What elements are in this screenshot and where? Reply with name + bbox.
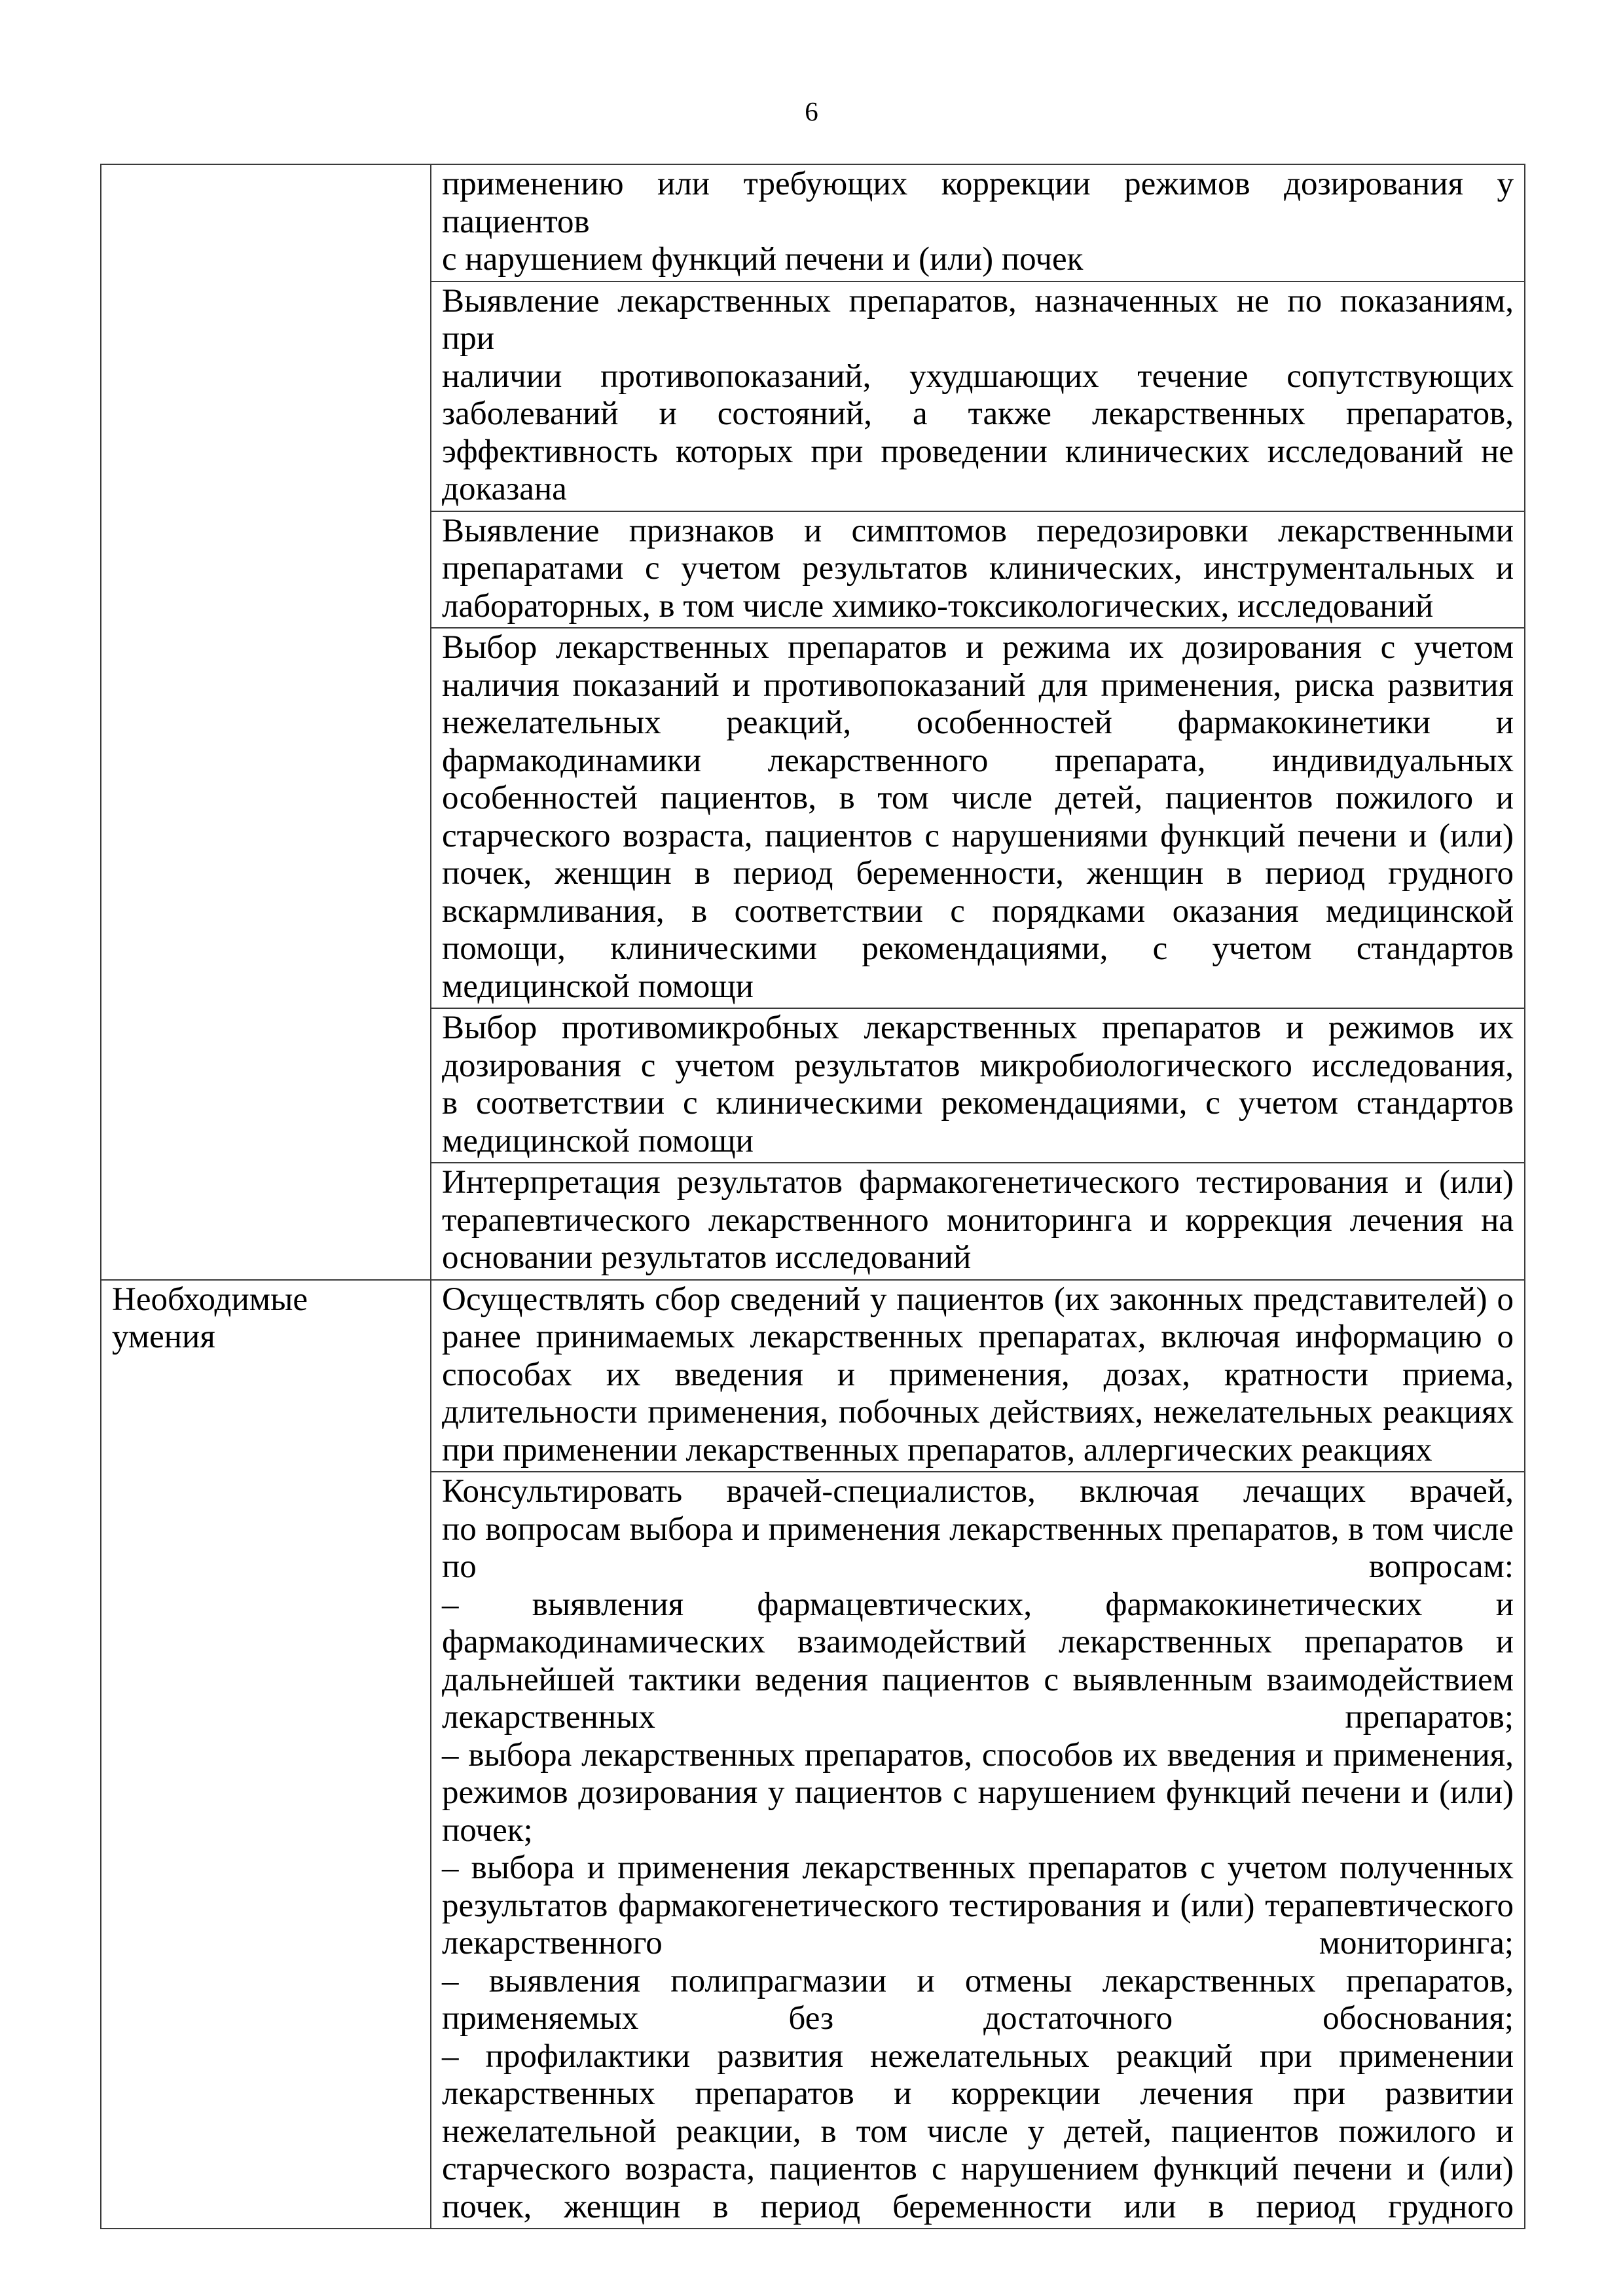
cell-text-line: помощи, клиническими рекомендациями, с учетом стандартов	[442, 930, 1514, 967]
empty-label-cell	[101, 164, 431, 1280]
cell-text-line: Осуществлять сбор сведений у пациентов (их законных представителей) о	[442, 1281, 1514, 1318]
section-label-line: Необходимые	[112, 1281, 308, 1318]
rows_top-cell	[431, 511, 1525, 629]
cell-text-line: препаратами с учетом результатов клинических, инструментальных и	[442, 550, 1514, 587]
rows_top-cell	[431, 628, 1525, 1008]
cell-text-line: с нарушением функций печени и (или) почек	[442, 241, 1084, 278]
cell-text-line: – профилактики развития нежелательных реакций при применении	[442, 2037, 1514, 2075]
cell-text-line: эффективность которых при проведении клинических исследований не	[442, 433, 1514, 470]
cell-text-line: в соответствии с клиническими рекомендациями, с учетом стандартов	[442, 1085, 1514, 1121]
rows_skills-cell	[431, 1280, 1525, 1472]
cell-text-line: доказана	[442, 471, 567, 507]
cell-text-line: способах их введения и применения, дозах, кратности приема,	[442, 1356, 1514, 1393]
cell-text-line: применению или требующих коррекции режимов дозирования у пациентов	[442, 166, 1514, 240]
cell-text-line: медицинской помощи	[442, 1122, 754, 1159]
cell-text-line: Консультировать врачей-специалистов, включая лечащих врачей,	[442, 1473, 1514, 1510]
cell-text-line: лабораторных, в том числе химико-токсикологических, исследований	[442, 587, 1434, 625]
cell-text-line: нежелательной реакции, в том числе у детей, пациентов пожилого и	[442, 2113, 1514, 2150]
cell-text-line: длительности применения, побочных действиях, нежелательных реакциях	[442, 1394, 1514, 1430]
cell-text-line: дозирования с учетом результатов микробиологического исследования,	[442, 1047, 1514, 1084]
cell-text-line: – выбора лекарственных препаратов, способов их введения и применения,	[442, 1736, 1514, 1774]
cell-text-line: заболеваний и состояний, а также лекарственных препаратов,	[442, 395, 1514, 432]
cell-text-line: фармакодинамики лекарственного препарата, индивидуальных	[442, 742, 1514, 779]
cell-text-line: – выявления полипрагмазии и отмены лекарственных препаратов,	[442, 1962, 1514, 1999]
cell-text-line: почек, женщин в период беременности или в период грудного	[442, 2188, 1514, 2225]
rows_top-cell	[431, 164, 1525, 282]
cell-text-line: наличия показаний и противопоказаний для применения, риска развития	[442, 666, 1514, 704]
cell-text-line: – выбора и применения лекарственных препаратов с учетом полученных	[442, 1850, 1514, 1886]
cell-text-line: Выбор лекарственных препаратов и режима их дозирования с учетом	[442, 629, 1514, 666]
cell-text-line: терапевтического лекарственного мониторинга и коррекция лечения на	[442, 1201, 1514, 1239]
table-row	[101, 1280, 1525, 1472]
cell-text-line: ранее принимаемых лекарственных препаратах, включая информацию о	[442, 1319, 1514, 1355]
cell-text-line: наличии противопоказаний, ухудшающих течение сопутствующих	[442, 357, 1514, 395]
table-row	[101, 164, 1525, 282]
cell-text-line: по вопросам:	[442, 1548, 1514, 1585]
rows_top-cell	[431, 1008, 1525, 1163]
section-label-cell	[101, 1280, 431, 2229]
cell-text-line: медицинской помощи	[442, 968, 754, 1005]
cell-text-line: применяемых без достаточного обоснования;	[442, 2000, 1514, 2037]
cell-text-line: фармакодинамических взаимодействий лекарственных препаратов и	[442, 1624, 1514, 1660]
cell-text-line: особенностей пациентов, в том числе детей, пациентов пожилого и	[442, 780, 1514, 816]
section-label-line: умения	[112, 1319, 215, 1355]
rows_skills-cell	[431, 1472, 1525, 2229]
page-number: 6	[805, 96, 818, 126]
cell-text-line: лекарственных препаратов и коррекции лечения при развитии	[442, 2075, 1514, 2112]
competency-table	[100, 164, 1525, 2229]
cell-text-line: старческого возраста, пациентов с нарушениями функций печени и (или)	[442, 817, 1514, 854]
cell-text-line: Выявление лекарственных препаратов, назначенных не по показаниям, при	[442, 282, 1514, 357]
cell-text-line: Интерпретация результатов фармакогенетического тестирования и (или)	[442, 1164, 1514, 1201]
cell-text-line: вскармливания, в соответствии с порядками оказания медицинской	[442, 892, 1514, 930]
rows_top-cell	[431, 282, 1525, 511]
cell-text-line: Выбор противомикробных лекарственных препаратов и режимов их	[442, 1010, 1514, 1046]
rows_top-cell	[431, 1163, 1525, 1280]
cell-text-line: по вопросам выбора и применения лекарственных препаратов, в том числе	[442, 1510, 1514, 1548]
cell-text-line: лекарственных препаратов;	[442, 1699, 1514, 1736]
cell-text-line: лекарственного мониторинга;	[442, 1925, 1514, 1961]
cell-text-line: Выявление признаков и симптомов передозировки лекарственными	[442, 512, 1514, 549]
cell-text-line: режимов дозирования у пациентов с нарушением функций печени и (или)	[442, 1774, 1514, 1811]
cell-text-line: нежелательных реакций, особенностей фармакокинетики и	[442, 704, 1514, 741]
cell-text-line: почек;	[442, 1812, 533, 1849]
cell-text-line: при применении лекарственных препаратов, аллергических реакциях	[442, 1431, 1432, 1468]
cell-text-line: старческого возраста, пациентов с нарушением функций печени и (или)	[442, 2151, 1514, 2187]
cell-text-line: – выявления фармацевтических, фармакокинетических и	[442, 1586, 1514, 1623]
cell-text-line: дальнейшей тактики ведения пациентов с выявленным взаимодействием	[442, 1661, 1514, 1698]
cell-text-line: результатов фармакогенетического тестирования и (или) терапевтического	[442, 1887, 1514, 1924]
cell-text-line: почек, женщин в период беременности, женщин в период грудного	[442, 855, 1514, 892]
cell-text-line: основании результатов исследований	[442, 1239, 972, 1276]
